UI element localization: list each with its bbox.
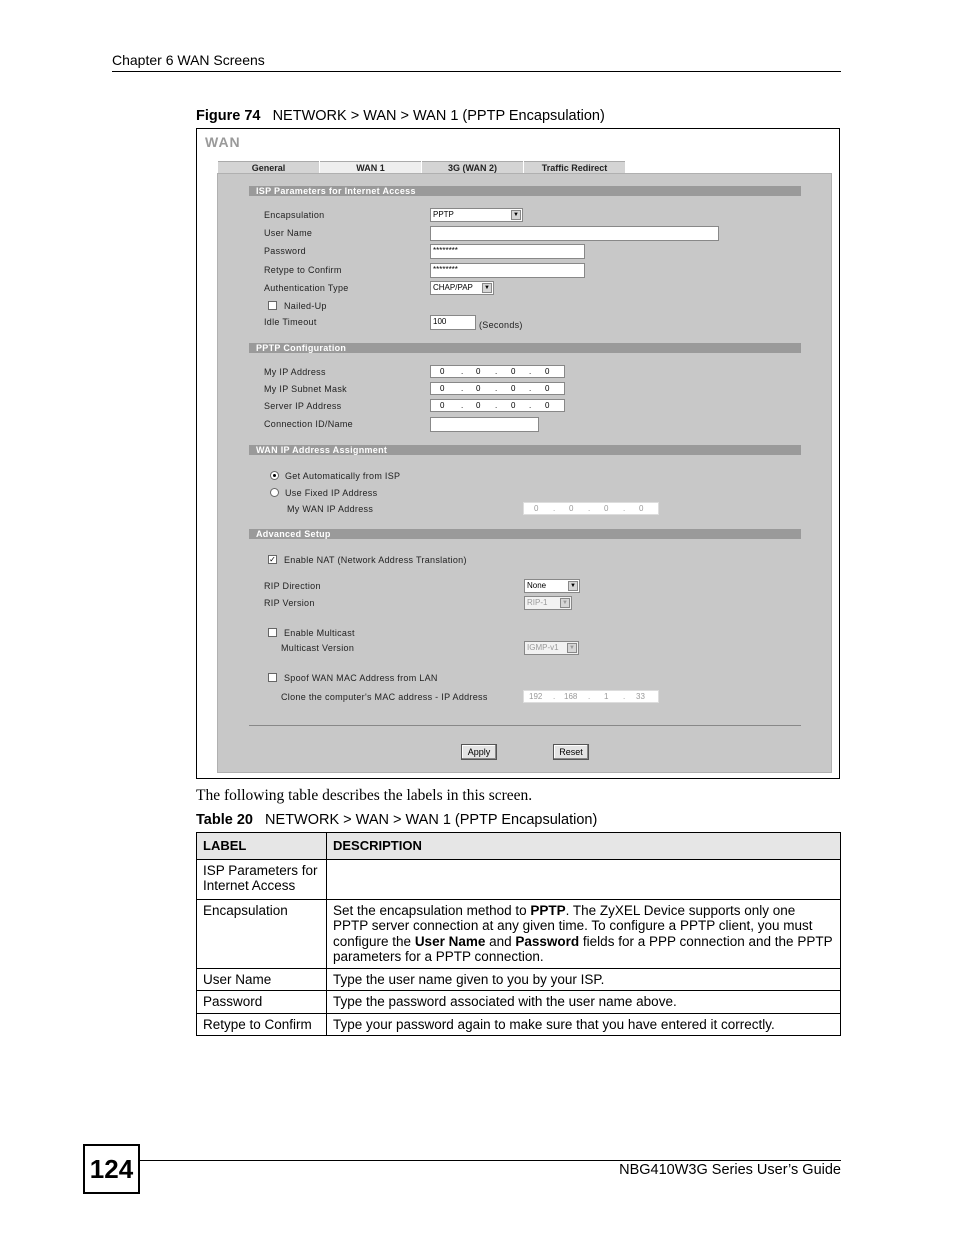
spoof-mac-checkbox[interactable] [268,673,277,682]
row-label: ISP Parameters for Internet Access [197,859,327,899]
header-rule [112,71,841,72]
retype-label: Retype to Confirm [264,265,342,275]
desc-text: fields for a PPP connection and the PPTP parameters for a PPTP connection. [333,933,833,964]
auth-type-value: CHAP/PAP [433,283,473,292]
multicast-version-select[interactable] [524,641,579,655]
desc-text: and [485,933,516,949]
my-ip-label: My IP Address [264,367,326,377]
password-label: Password [264,246,306,256]
ip-octet: 33 [636,692,645,701]
ip-dot: . [623,504,626,513]
ip-octet: 0 [476,384,481,393]
ip-dot: . [461,384,464,393]
my-wan-ip-input[interactable] [523,502,659,515]
table-row [197,859,841,899]
ip-octet: 0 [440,384,445,393]
use-fixed-ip-radio[interactable] [270,488,279,497]
row-label: User Name [197,968,327,991]
row-label: Retype to Confirm [197,1013,327,1036]
row-description: Type the password associated with the user name above. [327,991,841,1014]
table-caption [196,812,597,828]
row-label: Password [197,991,327,1014]
encapsulation-select[interactable] [430,208,523,222]
connection-id-input[interactable] [430,417,539,432]
chevron-down-icon: ▼ [568,581,578,591]
description-table [196,832,841,1036]
server-ip-input[interactable] [430,399,565,412]
ip-dot: . [529,367,532,376]
figure-label: Figure 74 [196,108,261,124]
table-header-row [197,833,841,860]
ip-octet: 0 [511,367,516,376]
ip-octet: 0 [511,384,516,393]
use-fixed-ip-label: Use Fixed IP Address [285,488,378,498]
username-label: User Name [264,228,313,238]
my-wan-ip-label: My WAN IP Address [287,504,374,514]
auth-type-label: Authentication Type [264,283,349,293]
tab-general[interactable]: General [218,161,319,173]
ip-octet: 1 [604,692,609,701]
screen-title: WAN [205,134,241,150]
desc-bold: Password [515,933,580,949]
password-input[interactable]: ******** [430,244,585,259]
ip-dot: . [529,384,532,393]
rip-version-select[interactable] [524,596,572,610]
ip-octet: 0 [545,384,550,393]
spoof-mac-label: Spoof WAN MAC Address from LAN [284,673,438,683]
ip-octet: 0 [639,504,644,513]
guide-title: NBG410W3G Series User’s Guide [619,1162,841,1178]
ip-dot: . [553,692,556,701]
ip-octet: 0 [476,367,481,376]
rip-version-value: RIP-1 [527,598,548,607]
ip-octet: 0 [440,401,445,410]
ip-dot: . [495,367,498,376]
desc-text: . The ZyXEL Device supports only one PPTP server connection at any given time. To configure a PPTP client, you must configure the [333,902,813,949]
form-divider [249,725,801,726]
get-automatically-label: Get Automatically from ISP [285,471,401,481]
tab-3g-wan-2[interactable]: 3G (WAN 2) [422,161,523,173]
row-description: Type your password again to make sure that you have entered it correctly. [327,1013,841,1036]
multicast-version-label: Multicast Version [281,643,355,653]
section-pptp-configuration: PPTP Configuration [249,343,801,353]
rip-direction-select[interactable] [524,579,580,593]
server-ip-label: Server IP Address [264,401,342,411]
tab-wan-1[interactable]: WAN 1 [320,161,421,173]
enable-nat-label: Enable NAT (Network Address Translation) [284,555,467,565]
connection-id-label: Connection ID/Name [264,419,353,429]
row-description [327,899,841,968]
ip-dot: . [623,692,626,701]
figure-caption [196,108,605,124]
chevron-down-icon: ▼ [511,210,521,220]
ip-dot: . [495,384,498,393]
encapsulation-value: PPTP [433,210,454,219]
row-label: Encapsulation [197,899,327,968]
desc-bold: PPTP [530,902,566,918]
clone-mac-label: Clone the computer's MAC address - IP Address [281,692,488,702]
subnet-mask-input[interactable] [430,382,565,395]
chevron-down-icon: ▼ [482,283,492,293]
desc-text: Set the encapsulation method to [333,902,531,918]
table-title: NETWORK > WAN > WAN 1 (PPTP Encapsulation) [265,812,598,828]
section-isp-parameters: ISP Parameters for Internet Access [249,186,801,196]
row-description: Type the user name given to you by your ISP. [327,968,841,991]
chevron-down-icon: ▼ [560,598,570,608]
check-icon: ✓ [269,555,276,564]
intro-paragraph: The following table describes the labels in this screen. [196,787,533,804]
table-label: Table 20 [196,812,253,828]
desc-bold: User Name [414,933,486,949]
ip-octet: 168 [564,692,578,701]
retype-input[interactable]: ******** [430,263,585,278]
section-wan-ip-assignment: WAN IP Address Assignment [249,445,801,455]
my-ip-input[interactable] [430,365,565,378]
table-row [197,1013,841,1036]
ip-octet: 192 [529,692,543,701]
ip-dot: . [588,504,591,513]
ip-octet: 0 [476,401,481,410]
reset-button[interactable]: Reset [553,744,589,760]
ip-octet: 0 [511,401,516,410]
chapter-header: Chapter 6 WAN Screens [112,52,265,68]
ip-dot: . [553,504,556,513]
ip-dot: . [495,401,498,410]
idle-timeout-unit: (Seconds) [479,320,523,330]
ip-octet: 0 [545,367,550,376]
enable-nat-checkbox[interactable] [268,555,277,564]
footer-rule [140,1160,841,1161]
ip-dot: . [588,692,591,701]
nailed-up-checkbox[interactable] [268,301,277,310]
ip-dot: . [529,401,532,410]
nailed-up-label: Nailed-Up [284,301,327,311]
enable-multicast-label: Enable Multicast [284,628,355,638]
ip-dot: . [461,401,464,410]
section-advanced-setup: Advanced Setup [249,529,801,539]
header-label: LABEL [197,833,327,860]
idle-timeout-label: Idle Timeout [264,317,317,327]
page-number: 124 [83,1144,140,1194]
auth-type-select[interactable] [430,281,494,295]
subnet-mask-label: My IP Subnet Mask [264,384,347,394]
encapsulation-label: Encapsulation [264,210,325,220]
chevron-down-icon: ▼ [567,643,577,653]
header-description: DESCRIPTION [327,833,841,860]
idle-timeout-input[interactable]: 100 [430,315,476,330]
ip-octet: 0 [534,504,539,513]
apply-button[interactable]: Apply [461,744,497,760]
ip-octet: 0 [545,401,550,410]
username-input[interactable] [430,226,719,241]
table-row [197,899,841,968]
rip-direction-label: RIP Direction [264,581,321,591]
ip-octet: 0 [604,504,609,513]
multicast-version-value: IGMP-v1 [527,643,559,652]
row-description [327,859,841,899]
rip-direction-value: None [527,581,547,590]
clone-mac-ip-input[interactable] [523,690,659,703]
table-row [197,991,841,1014]
enable-multicast-checkbox[interactable] [268,628,277,637]
tab-traffic-redirect[interactable]: Traffic Redirect [524,161,625,173]
rip-version-label: RIP Version [264,598,315,608]
ip-octet: 0 [569,504,574,513]
ip-dot: . [461,367,464,376]
get-automatically-radio[interactable] [270,471,279,480]
ip-octet: 0 [440,367,445,376]
table-row [197,968,841,991]
figure-title: NETWORK > WAN > WAN 1 (PPTP Encapsulation) [272,108,605,124]
